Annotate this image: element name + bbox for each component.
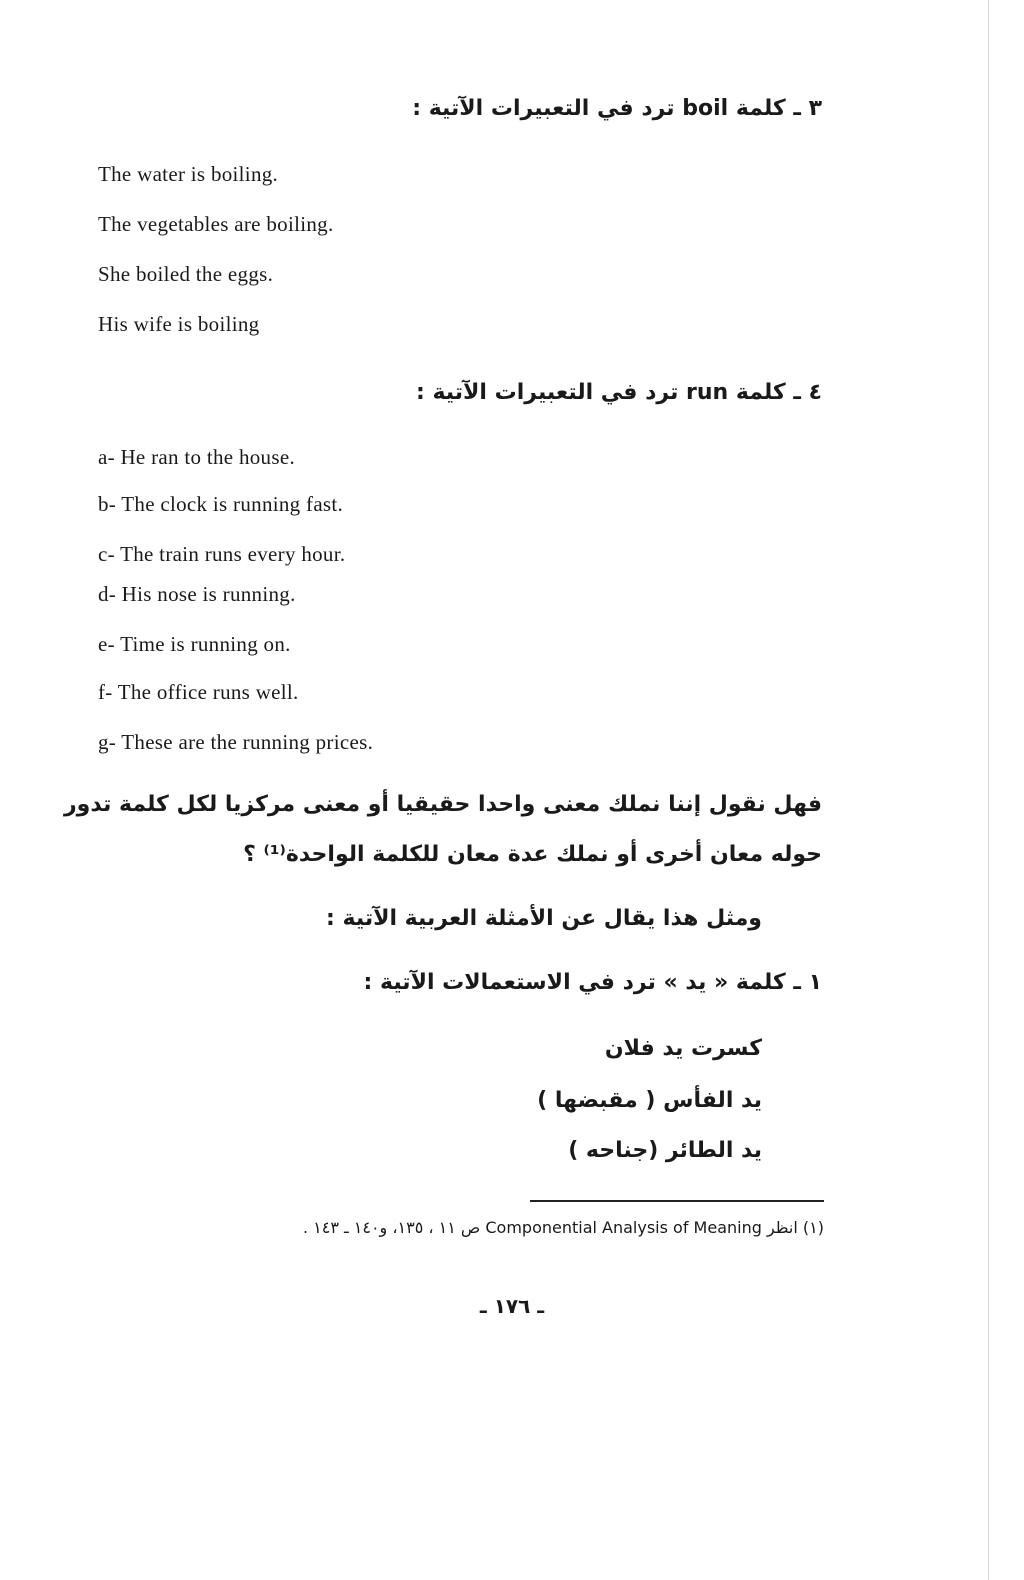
boil-example-3: She boiled the eggs. — [98, 262, 274, 286]
run-example-f: f- The office runs well. — [98, 680, 299, 704]
run-example-e: e- Time is running on. — [98, 632, 291, 656]
boil-example-1: The water is boiling. — [98, 162, 279, 186]
run-example-g: g- These are the running prices. — [98, 730, 374, 754]
page-edge-line — [988, 0, 989, 1580]
section-4-heading: ٤ ـ كلمة run ترد في التعبيرات الآتية : — [416, 380, 822, 405]
section-3-heading: ٣ ـ كلمة boil ترد في التعبيرات الآتية : — [412, 96, 822, 121]
yad-example-3: يد الطائر (جناحه ) — [568, 1138, 762, 1163]
paragraph-line-1: فهل نقول إننا نملك معنى واحدا حقيقيا أو معنى مركزيا لكل كلمة تدور — [64, 792, 822, 817]
run-example-c: c- The train runs every hour. — [98, 542, 346, 566]
paragraph-line-3: ومثل هذا يقال عن الأمثلة العربية الآتية : — [326, 906, 762, 931]
footnote-rule — [530, 1200, 824, 1202]
yad-example-1: كسرت يد فلان — [604, 1036, 762, 1061]
paragraph-line-2: حوله معان أخرى أو نملك عدة معان للكلمة الواحدة⁽¹⁾ ؟ — [243, 842, 822, 867]
run-example-a: a- He ran to the house. — [98, 445, 295, 469]
page-number: ـ ١٧٦ ـ — [479, 1294, 545, 1318]
yad-example-2: يد الفأس ( مقبضها ) — [537, 1088, 762, 1113]
footnote: (١) انظر Componential Analysis of Meaning ص ١١ ، ١٣٥، و١٤٠ ـ ١٤٣ . — [302, 1218, 824, 1237]
boil-example-2: The vegetables are boiling. — [98, 212, 334, 236]
boil-example-4: His wife is boiling — [98, 312, 260, 336]
section-1-heading: ١ ـ كلمة « يد » ترد في الاستعمالات الآتية : — [363, 970, 822, 995]
run-example-b: b- The clock is running fast. — [98, 492, 344, 516]
run-example-d: d- His nose is running. — [98, 582, 296, 606]
